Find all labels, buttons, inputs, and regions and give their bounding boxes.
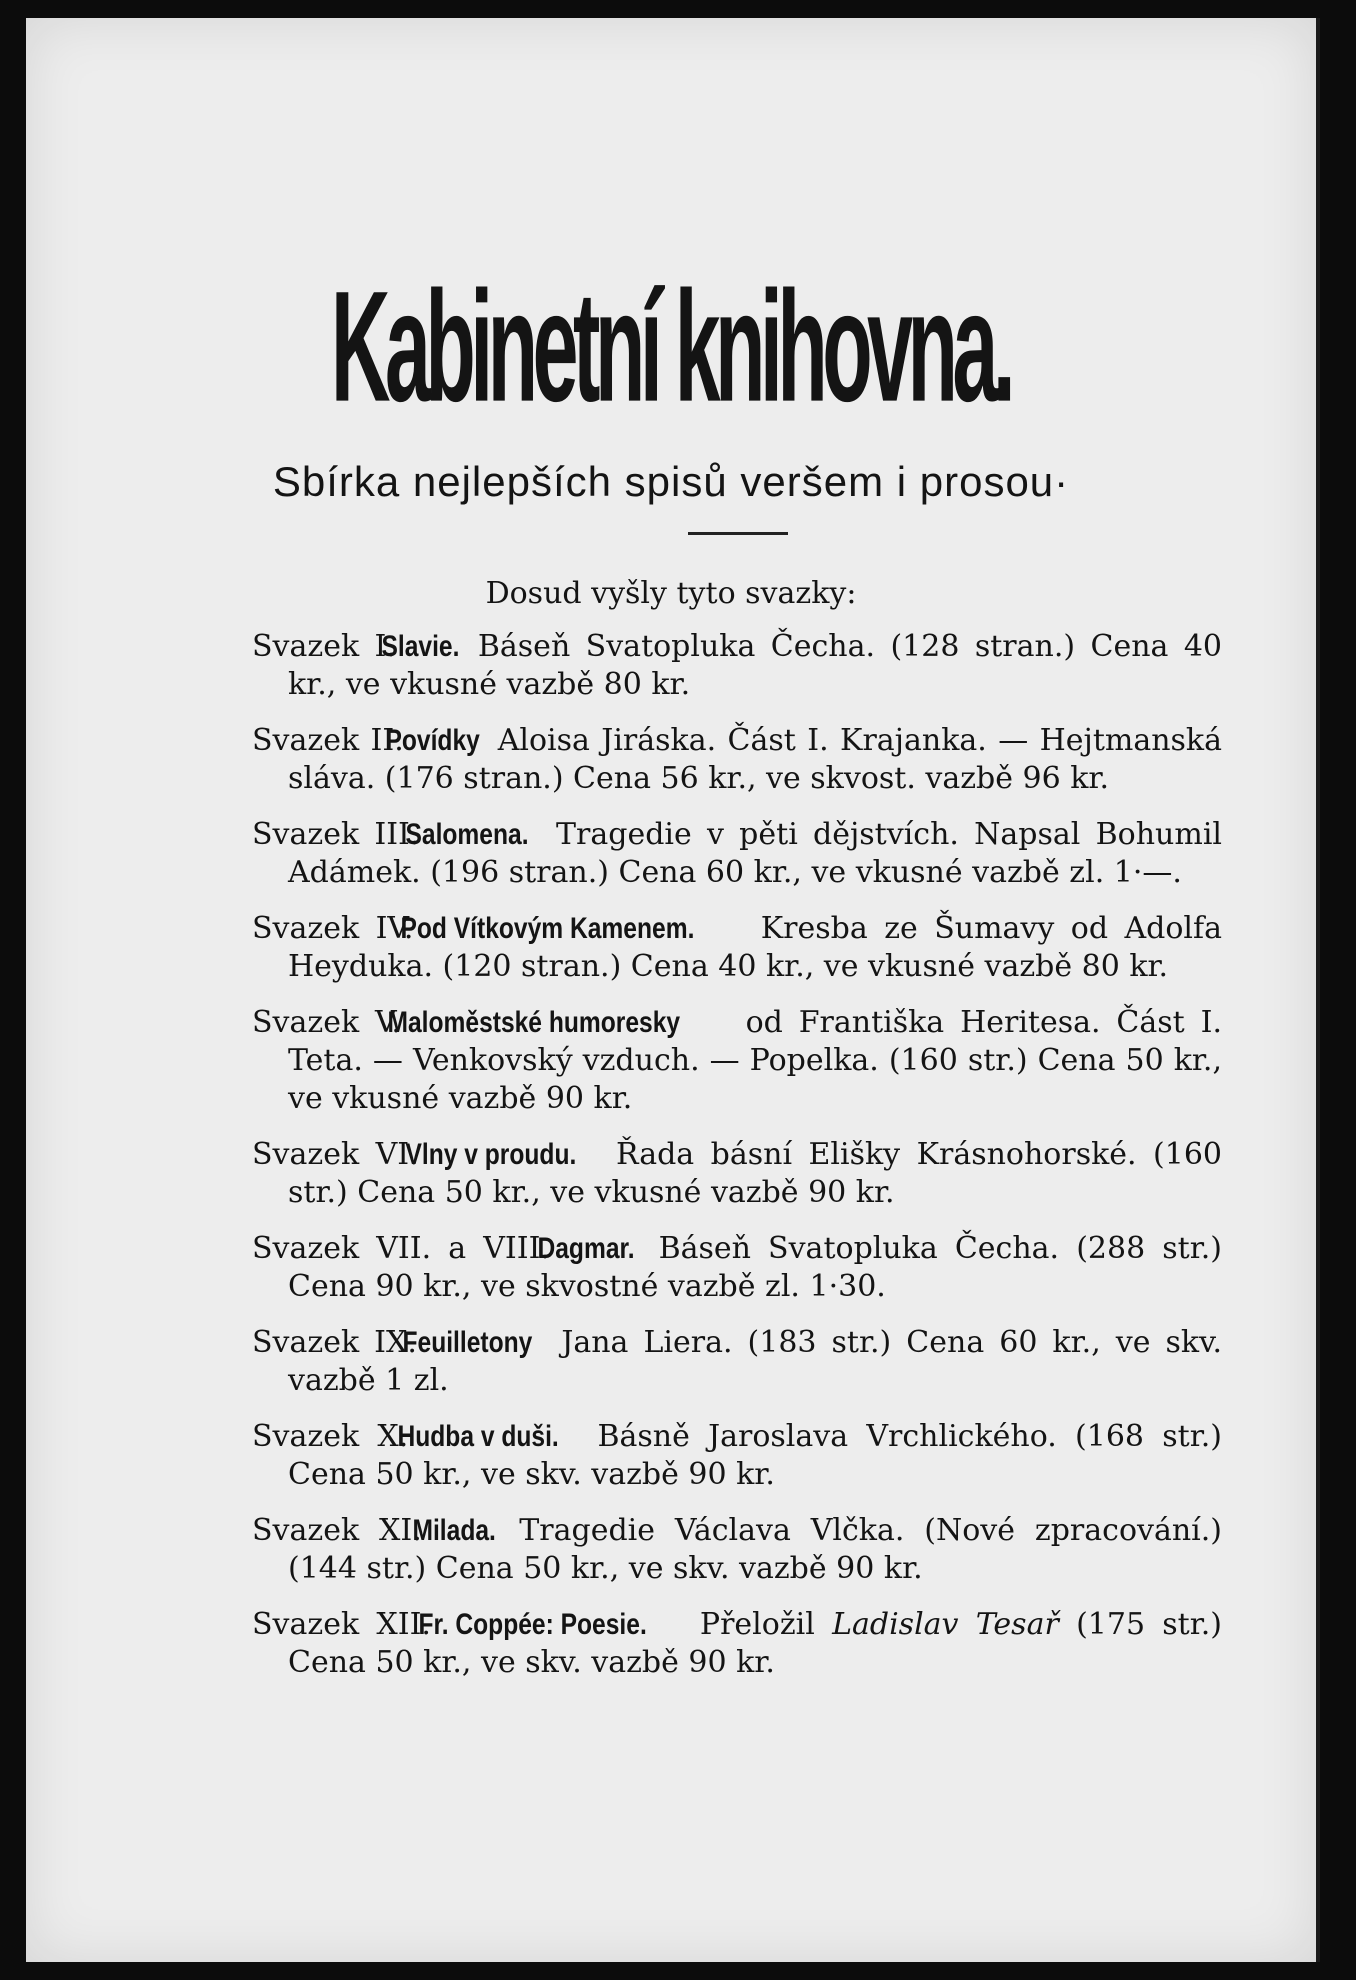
volume-description: Tragedie Václava Vlčka. (Nové zpracování.) (144 str.) Cena 50 kr., ve skv. vazbě 90 kr. bbox=[288, 1513, 1222, 1586]
work-title: Vlny v proudu. bbox=[405, 1138, 577, 1171]
list-item bbox=[252, 910, 1222, 986]
title-text: Kabinetní knihovna. bbox=[331, 257, 1011, 435]
volume-description: Báseň Svatopluka Čecha. (288 str.) Cena 90 kr., ve skvostné vazbě zl. 1·30. bbox=[288, 1231, 1222, 1304]
intro-text: Dosud vyšly tyto svazky: bbox=[485, 576, 857, 611]
volume-number: Svazek XII. bbox=[252, 1607, 431, 1642]
work-title: Slavie. bbox=[381, 630, 460, 663]
volume-number: Svazek X. bbox=[252, 1419, 409, 1454]
volume-description: Přeložil bbox=[699, 1607, 815, 1642]
volume-list bbox=[252, 628, 1222, 1700]
subtitle: Sbírka nejlepších spisů veršem i prosou· bbox=[272, 458, 1070, 505]
list-item bbox=[252, 1004, 1222, 1118]
volume-description: Kresba ze Šumavy od Adolfa Heyduka. (120 stran.) Cena 40 kr., ve vkusné vazbě 80 kr. bbox=[288, 911, 1222, 984]
volume-number: Svazek I. bbox=[252, 629, 396, 664]
work-title: Povídky bbox=[385, 724, 481, 757]
volume-number: Svazek V. bbox=[252, 1005, 401, 1040]
volume-number: Svazek XI. bbox=[252, 1513, 422, 1548]
work-title: Pod Vítkovým Kamenem. bbox=[400, 912, 695, 945]
volume-description: Báseň Svatopluka Čecha. (128 stran.) Cena 40 kr., ve vkusné vazbě 80 kr. bbox=[288, 629, 1222, 702]
volume-description: Řada básní Elišky Krásnohorské. (160 str.) Cena 50 kr., ve vkusné vazbě 90 kr. bbox=[288, 1137, 1222, 1210]
translator-name: Ladislav Tesař bbox=[832, 1607, 1059, 1642]
list-item bbox=[252, 1606, 1222, 1682]
work-title: Feuilletony bbox=[402, 1326, 533, 1359]
list-item bbox=[252, 816, 1222, 892]
work-title: Milada. bbox=[412, 1514, 496, 1547]
list-item bbox=[252, 628, 1222, 704]
work-title: Hudba v duši. bbox=[396, 1420, 559, 1453]
list-item bbox=[252, 1512, 1222, 1588]
volume-description: Aloisa Jiráska. Část I. Krajanka. — Hejtmanská sláva. (176 stran.) Cena 56 kr., ve skvost. vazbě 96 kr. bbox=[288, 723, 1222, 796]
volume-number: Svazek VII. a VIII. bbox=[252, 1231, 550, 1266]
work-title: Dagmar. bbox=[537, 1232, 635, 1265]
volume-number: Svazek VI. bbox=[252, 1137, 419, 1172]
work-title: Salomena. bbox=[405, 818, 529, 851]
work-title: Maloměstské humoresky bbox=[387, 1006, 680, 1039]
volume-description: Tragedie v pěti dějstvích. Napsal Bohumil Adámek. (196 stran.) Cena 60 kr., ve vkusné vazbě zl. 1·—. bbox=[288, 817, 1223, 890]
volume-number: Svazek III. bbox=[252, 817, 420, 852]
volume-number: Svazek IX. bbox=[252, 1325, 417, 1360]
volume-description: Jana Liera. (183 str.) Cena 60 kr., ve skv. vazbě 1 zl. bbox=[288, 1325, 1222, 1398]
book-page bbox=[26, 18, 1320, 1962]
volume-description: od Františka Heritesa. Část I. Teta. — Venkovský vzduch. — Popelka. (160 str.) Cena 50 kr., ve vkusné vazbě 90 kr. bbox=[288, 1005, 1222, 1116]
volume-description: Básně Jaroslava Vrchlického. (168 str.) Cena 50 kr., ve skv. vazbě 90 kr. bbox=[288, 1419, 1222, 1492]
list-item bbox=[252, 1418, 1222, 1494]
work-title: Fr. Coppée: Poesie. bbox=[418, 1608, 648, 1641]
volume-number: Svazek II. bbox=[252, 723, 404, 758]
volume-number: Svazek IV. bbox=[252, 911, 414, 946]
list-item bbox=[252, 1136, 1222, 1212]
page-title bbox=[26, 246, 1316, 446]
volume-description-continued: (175 str.) Cena 50 kr., ve skv. vazbě 90 kr. bbox=[288, 1607, 1223, 1680]
divider bbox=[688, 532, 788, 535]
list-item bbox=[252, 722, 1222, 798]
list-item bbox=[252, 1324, 1222, 1400]
list-item bbox=[252, 1230, 1222, 1306]
